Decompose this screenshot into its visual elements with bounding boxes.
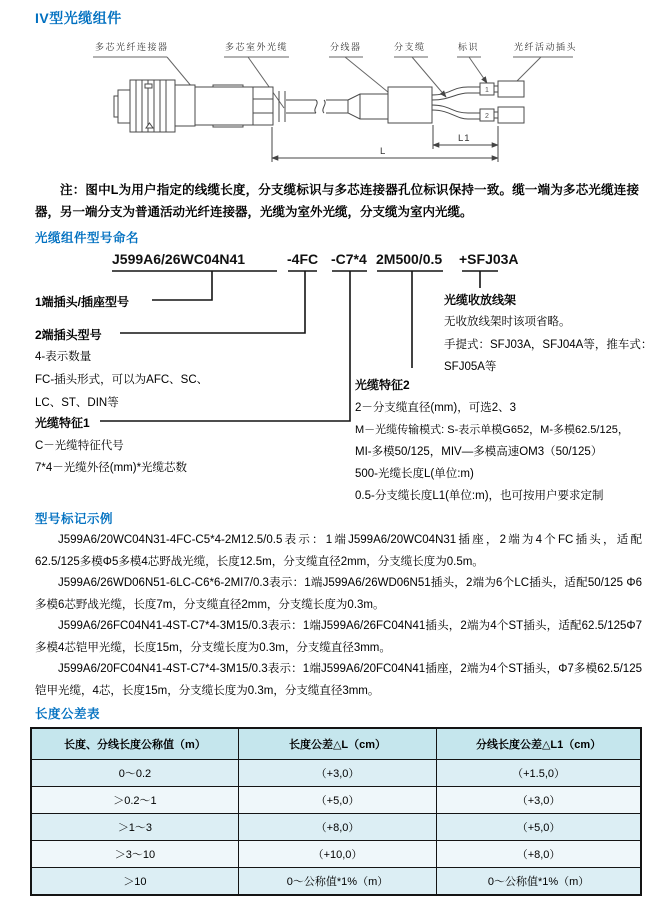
table-cell: （+5,0） [437, 814, 641, 841]
callout-feat2-line1: 2－分支缆直径(mm)，可选2、3 [355, 402, 517, 414]
col-header-nominal-length: 长度、分线长度公称值（m） [31, 728, 238, 760]
model-part-4: 2M500/0.5 [376, 251, 443, 267]
callout-end2-title: 2端插头型号 [35, 328, 102, 342]
table-cell: ＞3～10 [31, 841, 238, 868]
table-cell: （+5,0） [238, 787, 436, 814]
table-cell: ＞1～3 [31, 814, 238, 841]
table-row [31, 760, 641, 787]
callout-reel-line2: 手提式：SFJ03A，SFJ04A等，推车式： [444, 339, 653, 351]
callout-feat2-title: 光缆特征2 [355, 378, 410, 392]
table-cell: （+10,0） [238, 841, 436, 868]
callout-reel-title: 光缆收放线架 [444, 293, 517, 307]
table-cell: 0～公称值*1%（m） [437, 868, 641, 896]
table-cell: ＞0.2～1 [31, 787, 238, 814]
callout-feat2-line4: 500-光缆长度L(单位:m) [355, 468, 474, 480]
table-cell: （+1.5,0） [437, 760, 641, 787]
page-title: IV型光缆组件 [35, 10, 122, 26]
table-row [31, 787, 641, 814]
table-cell: 0～公称值*1%（m） [238, 868, 436, 896]
connector-drawing [114, 80, 285, 132]
callout-feat1-line2: 7*4－光缆外径(mm)*光缆芯数 [35, 462, 188, 474]
callout-reel-line1: 无收放线架时该项省略。 [444, 316, 571, 328]
diagram-label-outdoor-cable: 多芯室外光缆 [225, 42, 289, 52]
model-part-3: -C7*4 [331, 251, 367, 267]
callout-end2-line3: LC、ST、DIN等 [35, 397, 119, 409]
examples-block [35, 530, 642, 702]
table-cell: （+3,0） [437, 787, 641, 814]
cable-diagram [0, 30, 671, 180]
model-part-5: +SFJ03A [459, 251, 519, 267]
callout-reel-line3: SFJ05A等 [444, 361, 497, 373]
table-cell: 0～0.2 [31, 760, 238, 787]
callout-feat2-line5: 0.5-分支缆长度L1(单位:m)，也可按用户要求定制 [355, 490, 604, 502]
col-header-branch-tolerance: 分线长度公差△L1（cm） [437, 728, 641, 760]
dimension-l1-label: L1 [458, 133, 471, 144]
col-header-length-tolerance: 长度公差△L（cm） [238, 728, 436, 760]
table-row [31, 868, 641, 896]
section-heading-examples: 型号标记示例 [35, 512, 114, 526]
example-paragraph: J599A6/26WD06N51-6LC-C6*6-2MI7/0.3表示：1端J599A6/26WD06N51插头，2端为6个LC插头，适配50/125 Φ6多模6芯野战光缆，长度7m，分支缆直径2mm，分支缆长度为0.3m。 [35, 577, 642, 611]
plug-2 [498, 107, 524, 123]
diagram-label-mark: 标识 [458, 42, 480, 52]
section-heading-tolerance: 长度公差表 [35, 707, 101, 721]
table-cell: （+3,0） [238, 760, 436, 787]
diagram-label-splitter: 分线器 [330, 42, 362, 52]
table-cell: （+8,0） [437, 841, 641, 868]
diagram-label-connector: 多芯光纤连接器 [95, 42, 169, 52]
table-cell: ＞10 [31, 868, 238, 896]
callout-end2-line2: FC-插头形式，可以为AFC、SC、 [35, 374, 209, 386]
plug-1 [498, 81, 524, 97]
example-paragraph: J599A6/20FC04N41-4ST-C7*4-3M15/0.3表示：1端J599A6/20FC04N41插座，2端为4个ST插头，Φ7多模62.5/125铠甲光缆，4芯，长度15m，分支缆长度为0.3m，分支缆直径3mm。 [35, 663, 642, 697]
tolerance-table [30, 727, 642, 896]
table-header-row [31, 728, 641, 760]
callout-feat2-line2: M－光缆传输模式: S-表示单模G652，M-多模62.5/125， [355, 424, 629, 436]
mark-2-label: 2 [485, 113, 489, 120]
callout-end2-line1: 4-表示数量 [35, 351, 92, 363]
dimension-l-label: L [380, 146, 387, 157]
note-text: 注：图中L为用户指定的线缆长度，分支缆标识与多芯连接器孔位标识保持一致。缆一端为多芯光缆连接器，另一端分支为普通活动光纤连接器，光缆为室外光缆，分支缆为室内光缆。 [35, 183, 639, 219]
section-heading-naming: 光缆组件型号命名 [35, 231, 140, 245]
diagram-label-branch-cable: 分支缆 [394, 42, 426, 52]
model-part-2: -4FC [287, 251, 319, 267]
callout-feat1-line1: C－光缆特征代号 [35, 440, 124, 452]
callout-feat2-line3: MI-多模50/125，MIV—多模高速OM3（50/125） [355, 446, 603, 458]
example-paragraph: J599A6/26FC04N41-4ST-C7*4-3M15/0.3表示：1端J599A6/26FC04N41插头，2端为4个ST插头，适配62.5/125Φ7多模4芯铠甲光缆，长度15m，分支缆长度为0.3m，分支缆直径3mm。 [35, 620, 642, 654]
table-row [31, 841, 641, 868]
example-paragraph: J599A6/20WC04N31-4FC-C5*4-2M12.5/0.5表示：1端J599A6/20WC04N31插座，2端为4个FC插头，适配62.5/125多模Φ5多模4芯野战光缆，长度12.5m，分支缆直径2mm，分支缆长度为0.5m。 [35, 534, 642, 568]
diagram-label-fiber-plug: 光纤活动插头 [514, 42, 578, 52]
callout-feat1-title: 光缆特征1 [35, 416, 90, 430]
callout-end1-title: 1端插头/插座型号 [35, 295, 130, 309]
table-row [31, 814, 641, 841]
model-part-1: J599A6/26WC04N41 [112, 251, 246, 267]
mark-1-label: 1 [485, 87, 489, 94]
table-cell: （+8,0） [238, 814, 436, 841]
